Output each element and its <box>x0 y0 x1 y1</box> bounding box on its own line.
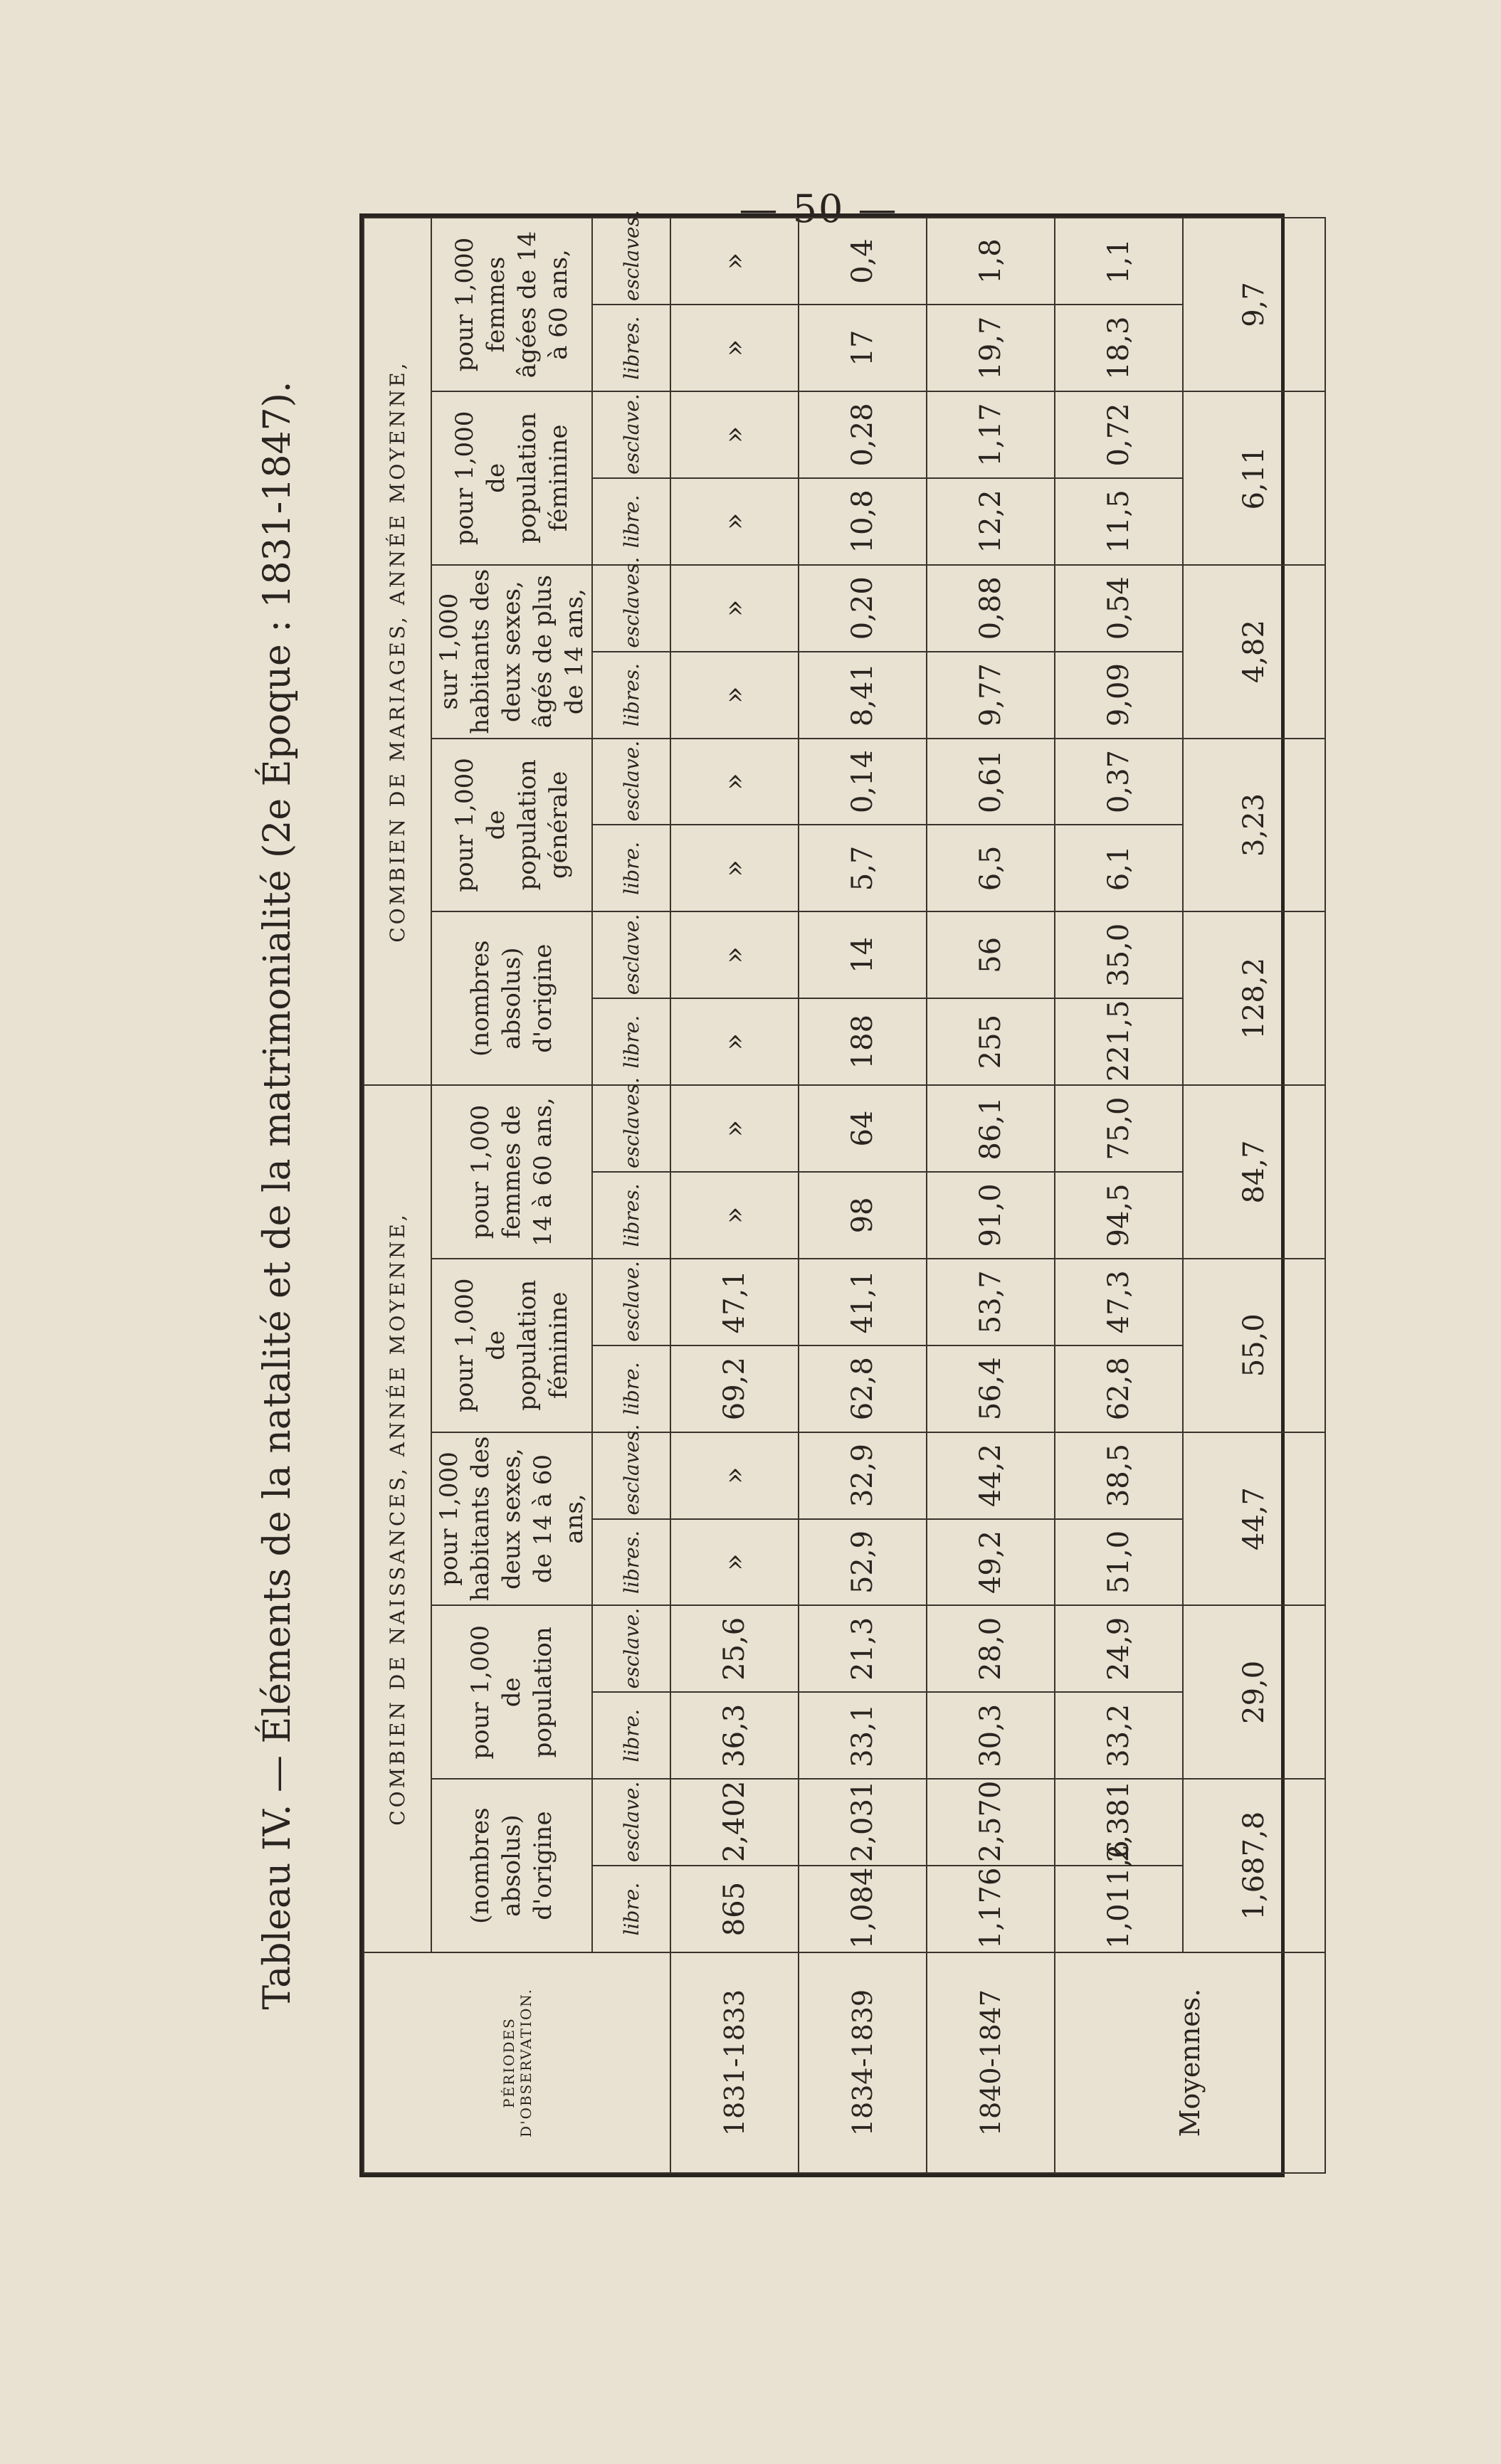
table-cell: 9,77 <box>927 652 1055 739</box>
col-pop-gen-mariages: pour 1,000 de population générale <box>431 739 592 912</box>
table-cell: 6,1 <box>1055 825 1183 911</box>
table-title: Tableau IV. — Éléments de la natalité et de la matrimonialité (2e Époque : 1831-1847). <box>256 381 299 2010</box>
table-cell: 21,3 <box>799 1605 927 1692</box>
unit-esclaves: esclaves. <box>592 218 670 305</box>
col-femmes-mariages: pour 1,000 femmes âgées de 14 à 60 ans, <box>431 218 592 391</box>
row-period: 1840-1847 <box>927 1952 1055 2173</box>
table-cell: 51,0 <box>1055 1519 1183 1606</box>
table-cell: 62,8 <box>1055 1345 1183 1432</box>
table-cell: 11,5 <box>1055 478 1183 565</box>
unit-esclave: esclave. <box>592 1605 670 1692</box>
table-cell: 0,4 <box>799 218 927 305</box>
data-table <box>359 210 1285 2177</box>
rotated-table-block <box>235 210 1302 2177</box>
table-cell: 49,2 <box>927 1519 1055 1606</box>
table-cell: 1,176 <box>927 1866 1055 1952</box>
page-number: — 50 — <box>739 186 898 231</box>
table-cell: 94,5 <box>1055 1172 1183 1259</box>
table-cell: » <box>670 1519 799 1606</box>
table-cell: 0,37 <box>1055 739 1183 825</box>
unit-libre: libre. <box>592 1692 670 1779</box>
table-cell: 35,0 <box>1055 911 1183 998</box>
table-cell: 1,8 <box>927 218 1055 305</box>
unit-esclaves: esclaves. <box>592 565 670 652</box>
unit-esclave: esclave. <box>592 391 670 478</box>
table-cell: 19,7 <box>927 305 1055 391</box>
unit-libre: libre. <box>592 825 670 911</box>
col-hab-naissances: pour 1,000 habitants des deux sexes, de 14 à 60 ans, <box>431 1432 592 1606</box>
col-absolus-mariages: (nombres absolus) d'origine <box>431 911 592 1085</box>
unit-libres: libres. <box>592 652 670 739</box>
table-cell: 2,570 <box>927 1779 1055 1866</box>
table-cell: 1,1 <box>1055 218 1183 305</box>
table-cell: 24,9 <box>1055 1605 1183 1692</box>
table-cell: 188 <box>799 998 927 1085</box>
table-cell: 0,88 <box>927 565 1055 652</box>
table-row <box>1055 218 1183 2173</box>
unit-esclaves: esclaves. <box>592 1432 670 1519</box>
unit-libres: libres. <box>592 1172 670 1259</box>
table-cell: » <box>670 478 799 565</box>
table-cell: 75,0 <box>1055 1085 1183 1172</box>
table-cell: 9,09 <box>1055 652 1183 739</box>
unit-esclaves: esclaves. <box>592 1085 670 1172</box>
table-cell: 98 <box>799 1172 927 1259</box>
row-period: 1831-1833 <box>670 1952 799 2173</box>
table-cell: 47,1 <box>670 1259 799 1345</box>
table-cell: 255 <box>927 998 1055 1085</box>
col-hab-mariages: sur 1,000 habitants des deux sexes, âgés de plus de 14 ans, <box>431 565 592 739</box>
total-cell: 55,0 <box>1183 1259 1325 1432</box>
table-cell: 12,2 <box>927 478 1055 565</box>
table-cell: 0,20 <box>799 565 927 652</box>
table-cell: 17 <box>799 305 927 391</box>
table-cell: 8,41 <box>799 652 927 739</box>
table-cell: 2,402 <box>670 1779 799 1866</box>
table-cell: 36,3 <box>670 1692 799 1779</box>
table-cell: » <box>670 391 799 478</box>
table-cell: 62,8 <box>799 1345 927 1432</box>
total-cell: 44,7 <box>1183 1432 1325 1606</box>
table-cell: 25,6 <box>670 1605 799 1692</box>
table-cell: 0,61 <box>927 739 1055 825</box>
table-cell: 28,0 <box>927 1605 1055 1692</box>
table-cell: » <box>670 1085 799 1172</box>
total-cell: 128,2 <box>1183 911 1325 1085</box>
table-cell: » <box>670 652 799 739</box>
table-cell: 69,2 <box>670 1345 799 1432</box>
total-cell: 84,7 <box>1183 1085 1325 1259</box>
table-cell: 47,3 <box>1055 1259 1183 1345</box>
table-cell: 865 <box>670 1866 799 1952</box>
table-cell: 86,1 <box>927 1085 1055 1172</box>
table-cell: 44,2 <box>927 1432 1055 1519</box>
table-cell: 56 <box>927 911 1055 998</box>
unit-esclave: esclave. <box>592 911 670 998</box>
unit-libre: libre. <box>592 1345 670 1432</box>
row-period: Moyennes. <box>1055 1952 1325 2173</box>
table-cell: 10,8 <box>799 478 927 565</box>
table-cell: » <box>670 998 799 1085</box>
table-cell: 91,0 <box>927 1172 1055 1259</box>
table-cell: 221,5 <box>1055 998 1183 1085</box>
table-cell: 1,011,6 <box>1055 1866 1183 1952</box>
total-cell: 29,0 <box>1183 1605 1325 1779</box>
unit-libres: libres. <box>592 1519 670 1606</box>
table-cell: » <box>670 825 799 911</box>
unit-esclave: esclave. <box>592 1779 670 1866</box>
col-absolus-naissances: (nombres absolus) d'origine <box>431 1779 592 1952</box>
table-cell: 33,1 <box>799 1692 927 1779</box>
table-cell: 56,4 <box>927 1345 1055 1432</box>
total-cell: 6,11 <box>1183 391 1325 565</box>
total-cell: 4,82 <box>1183 565 1325 739</box>
table-cell: » <box>670 305 799 391</box>
table-cell: » <box>670 1172 799 1259</box>
table-cell: 30,3 <box>927 1692 1055 1779</box>
table-cell: 18,3 <box>1055 305 1183 391</box>
table-row <box>670 218 799 2173</box>
table-cell: » <box>670 739 799 825</box>
table-cell: 0,28 <box>799 391 927 478</box>
table-cell: 14 <box>799 911 927 998</box>
unit-esclave: esclave. <box>592 739 670 825</box>
table-cell: » <box>670 565 799 652</box>
table-cell: » <box>670 1432 799 1519</box>
total-cell: 3,23 <box>1183 739 1325 912</box>
unit-libre: libre. <box>592 998 670 1085</box>
table-cell: 2,381 <box>1055 1779 1183 1866</box>
table-cell: 5,7 <box>799 825 927 911</box>
row-period: 1834-1839 <box>799 1952 927 2173</box>
col-femmes-naissances: pour 1,000 femmes de 14 à 60 ans, <box>431 1085 592 1259</box>
table-cell: 1,084 <box>799 1866 927 1952</box>
table-cell: 1,17 <box>927 391 1055 478</box>
table-cell: 52,9 <box>799 1519 927 1606</box>
table-cell: 2,031 <box>799 1779 927 1866</box>
table-row <box>799 218 927 2173</box>
naissances-header: COMBIEN DE NAISSANCES, ANNÉE MOYENNE, <box>364 1085 431 1952</box>
table-cell: 53,7 <box>927 1259 1055 1345</box>
table-cell: 64 <box>799 1085 927 1172</box>
totals-row <box>1183 218 1325 2173</box>
table-cell: 0,54 <box>1055 565 1183 652</box>
unit-libre: libre. <box>592 1866 670 1952</box>
table-cell: 6,5 <box>927 825 1055 911</box>
total-cell: 9,7 <box>1183 218 1325 391</box>
table-cell: » <box>670 911 799 998</box>
unit-esclave: esclave. <box>592 1259 670 1345</box>
table-cell: 32,9 <box>799 1432 927 1519</box>
total-cell: 1,687,8 <box>1183 1779 1325 1952</box>
unit-libre: libre. <box>592 478 670 565</box>
table-cell: 0,14 <box>799 739 927 825</box>
unit-libres: libres. <box>592 305 670 391</box>
table-cell: 0,72 <box>1055 391 1183 478</box>
table-row <box>927 218 1055 2173</box>
col-pop-naissances: pour 1,000 de population <box>431 1605 592 1779</box>
table-cell: 33,2 <box>1055 1692 1183 1779</box>
col-fem-mariages: pour 1,000 de population féminine <box>431 391 592 565</box>
col-fem-naissances: pour 1,000 de population féminine <box>431 1259 592 1432</box>
periods-header: PÉRIODES D'OBSERVATION. <box>364 1952 670 2173</box>
table-cell: » <box>670 218 799 305</box>
table-cell: 38,5 <box>1055 1432 1183 1519</box>
table-cell: 41,1 <box>799 1259 927 1345</box>
mariages-header: COMBIEN DE MARIAGES, ANNÉE MOYENNE, <box>364 218 431 1085</box>
